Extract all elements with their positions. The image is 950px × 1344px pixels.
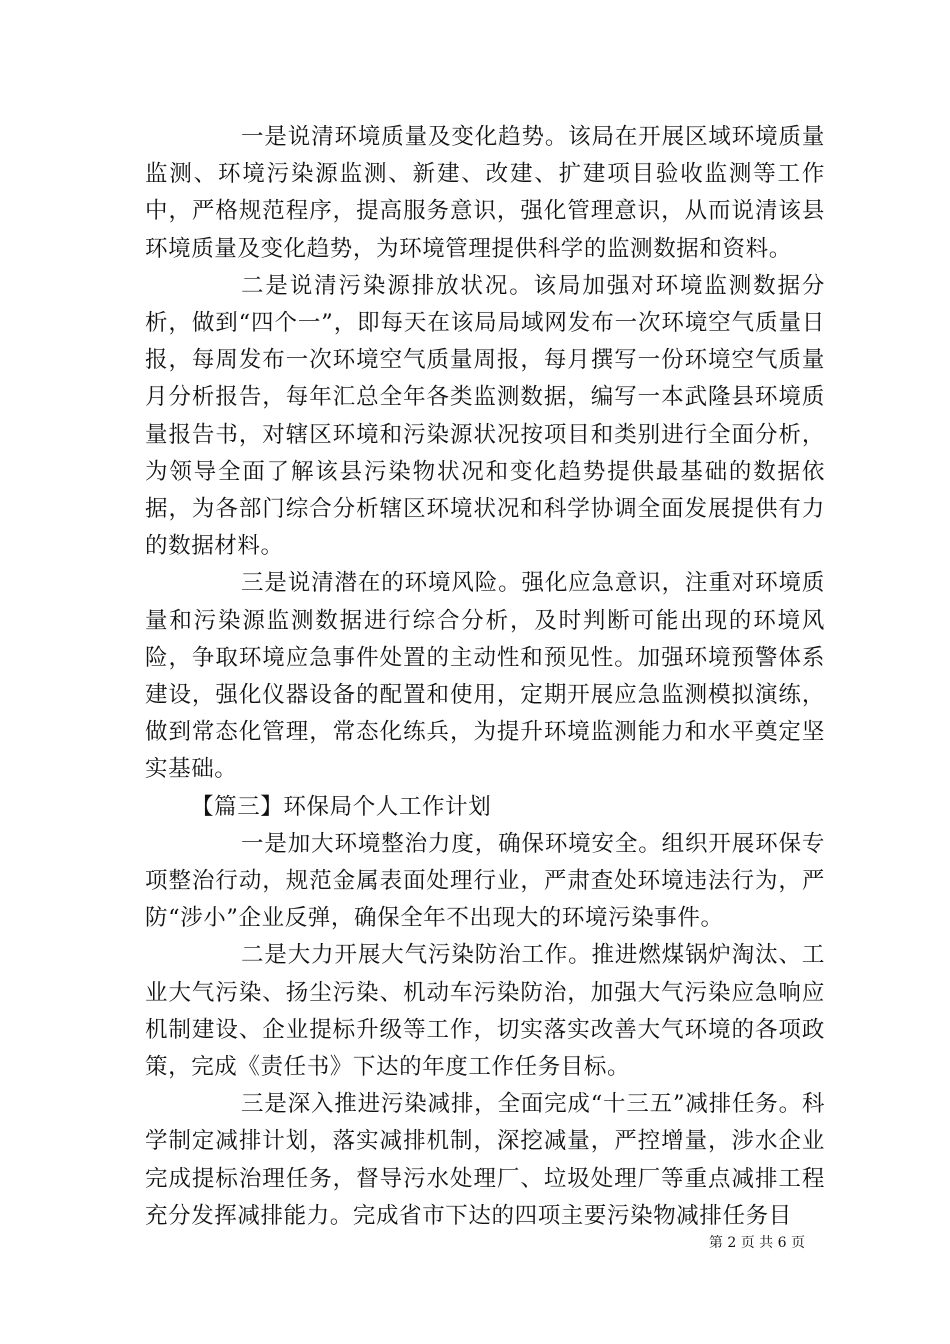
paragraph-pollution-discharge: 二是说清污染源排放状况。该局加强对环境监测数据分析，做到“四个一”，即每天在该局局域网发布一次环境空气质量日报，每周发布一次环境空气质量周报，每月撰写一份环境空气质量月分析报告，每年汇总全年各类监测数据，编写一本武隆县环境质量报告书，对辖区环境和污染源状况按项目和类别进行全面分析，为领导全面了解该县污染物状况和变化趋势提供最基础的数据依据，为各部门综合分析辖区环境状况和科学协调全面发展提供有力的数据材料。: [145, 272, 825, 560]
section-heading: 【篇三】环保局个人工作计划: [191, 793, 492, 820]
paragraph-environment-quality: 一是说清环境质量及变化趋势。该局在开展区域环境质量监测、环境污染源监测、新建、改建、扩建项目验收监测等工作中，严格规范程序，提高服务意识，强化管理意识，从而说清该县环境质量及变化趋势，为环境管理提供科学的监测数据和资料。: [145, 124, 825, 262]
paragraph-plan-remediation: 一是加大环境整治力度，确保环境安全。组织开展环保专项整治行动，规范金属表面处理行业，严肃查处环境违法行为，严防“涉小”企业反弹，确保全年不出现大的环境污染事件。: [145, 830, 825, 932]
page-number-footer: 第 2 页 共 6 页: [708, 1235, 805, 1251]
paragraph-plan-emission-reduction: 三是深入推进污染减排，全面完成“十三五”减排任务。科学制定减排计划，落实减排机制，深挖减量，严控增量，涉水企业完成提标治理任务，督导污水处理厂、垃圾处理厂等重点减排工程充分发挥减排能力。完成省市下达的四项主要污染物减排任务目: [145, 1091, 825, 1229]
paragraph-plan-air-pollution: 二是大力开展大气污染防治工作。推进燃煤锅炉淘汰、工业大气污染、扬尘污染、机动车污染防治，加强大气污染应急响应机制建设、企业提标升级等工作，切实落实改善大气环境的各项政策，完成《责任书》下达的年度工作任务目标。: [145, 942, 825, 1081]
document-body: [145, 119, 825, 1235]
paragraph-environmental-risk: 三是说清潜在的环境风险。强化应急意识，注重对环境质量和污染源监测数据进行综合分析，及时判断可能出现的环境风险，争取环境应急事件处置的主动性和预见性。加强环境预警体系建设，强化仪器设备的配置和使用，定期开展应急监测模拟演练，做到常态化管理，常态化练兵，为提升环境监测能力和水平奠定坚实基础。: [145, 570, 825, 783]
